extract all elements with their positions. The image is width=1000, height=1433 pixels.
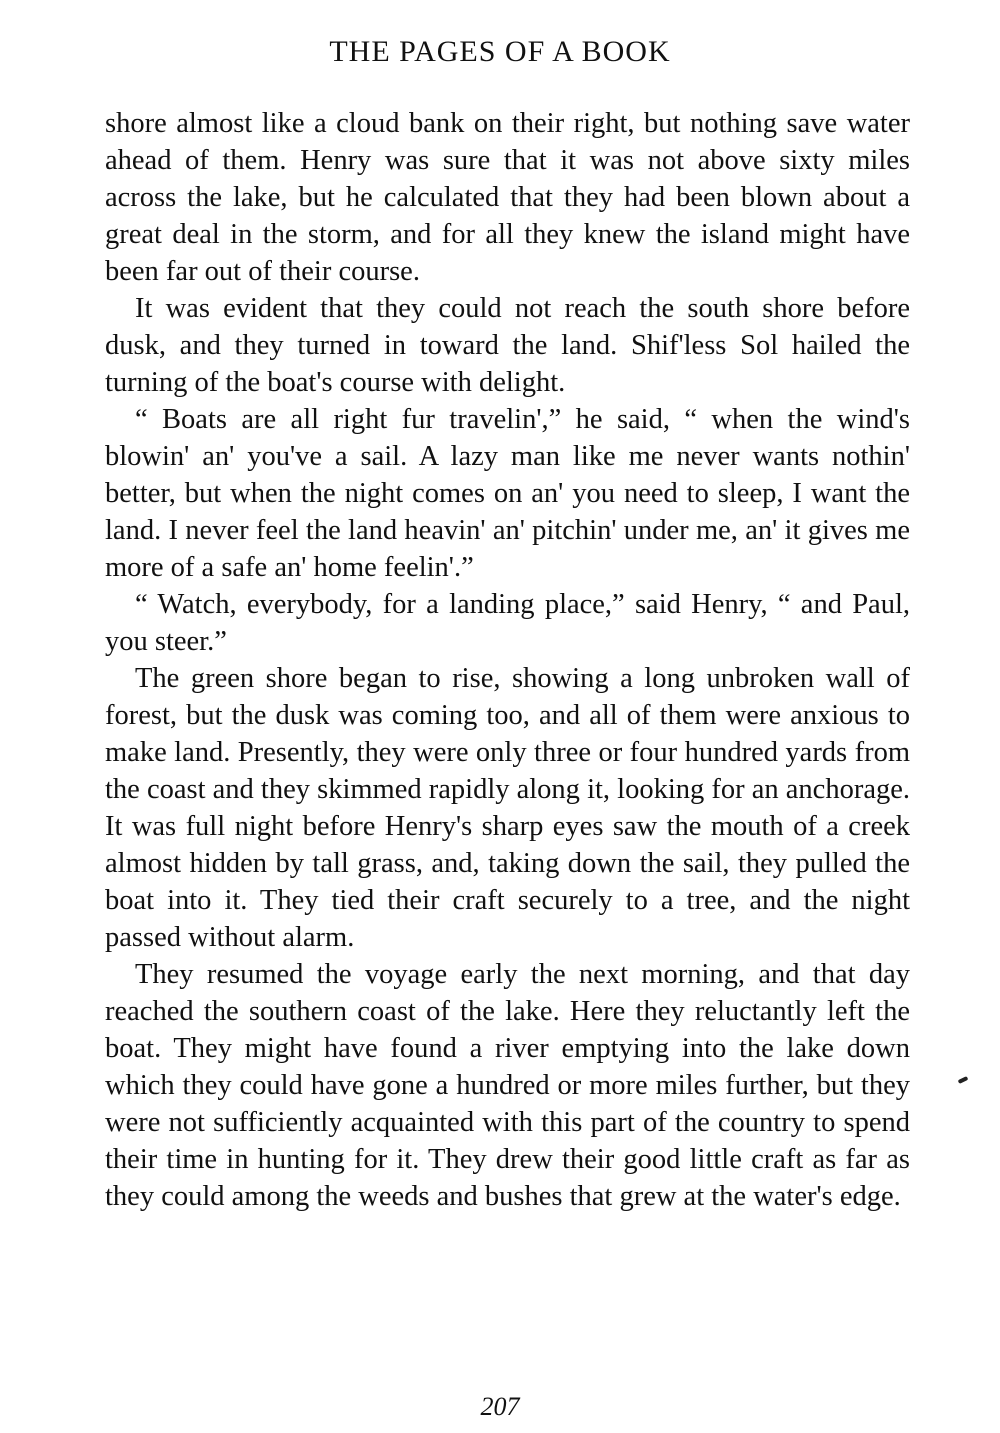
paragraph: “ Watch, everybody, for a landing place,” said Henry, “ and Paul, you steer.” — [105, 589, 910, 657]
paragraph: They resumed the voyage early the next morning, and that day reached the southern coast of the lake. Here they reluctantly left the boat. They might have found a river emptying into the lake down which they could have gone a hundred or more miles further, but they were not sufficiently acquainted with this part of the country to spend their time in hunting for it. They drew their good little craft as far as they could among the weeds and bushes that grew at the water's edge. — [105, 959, 910, 1212]
paragraph: It was evident that they could not reach the south shore before dusk, and they turned in toward the land. Shif'less Sol hailed the turning of the boat's course with delight. — [105, 293, 910, 398]
paragraph: “ Boats are all right fur travelin',” he said, “ when the wind's blowin' an' you've a sail. A lazy man like me never wants nothin' better, but when the night comes on an' you need to sleep, I want the land. I never feel the land heavin' an' pitchin' under me, an' it gives me more of a safe an' home feelin'.” — [105, 404, 910, 583]
stray-ink-mark — [958, 1076, 969, 1084]
paragraph-continued: shore almost like a cloud bank on their right, but nothing save water ahead of them. Henry was sure that it was not above sixty miles across the lake, but he calculated that they had been blown about a great deal in the storm, and for all they knew the island might have been far out of their course. — [105, 108, 910, 287]
running-head: THE PAGES OF A BOOK — [329, 35, 671, 68]
paragraph: The green shore began to rise, showing a long unbroken wall of forest, but the dusk was coming too, and all of them were anxious to make land. Presently, they were only three or four hundred yards from the coast and they skimmed rapidly along it, looking for an anchorage. It was full night before Henry's sharp eyes saw the mouth of a creek almost hidden by tall grass, and, taking down the sail, they pulled the boat into it. They tied their craft securely to a tree, and the night passed without alarm. — [105, 663, 910, 953]
body-text — [105, 105, 910, 1215]
page-number: 207 — [480, 1392, 520, 1421]
